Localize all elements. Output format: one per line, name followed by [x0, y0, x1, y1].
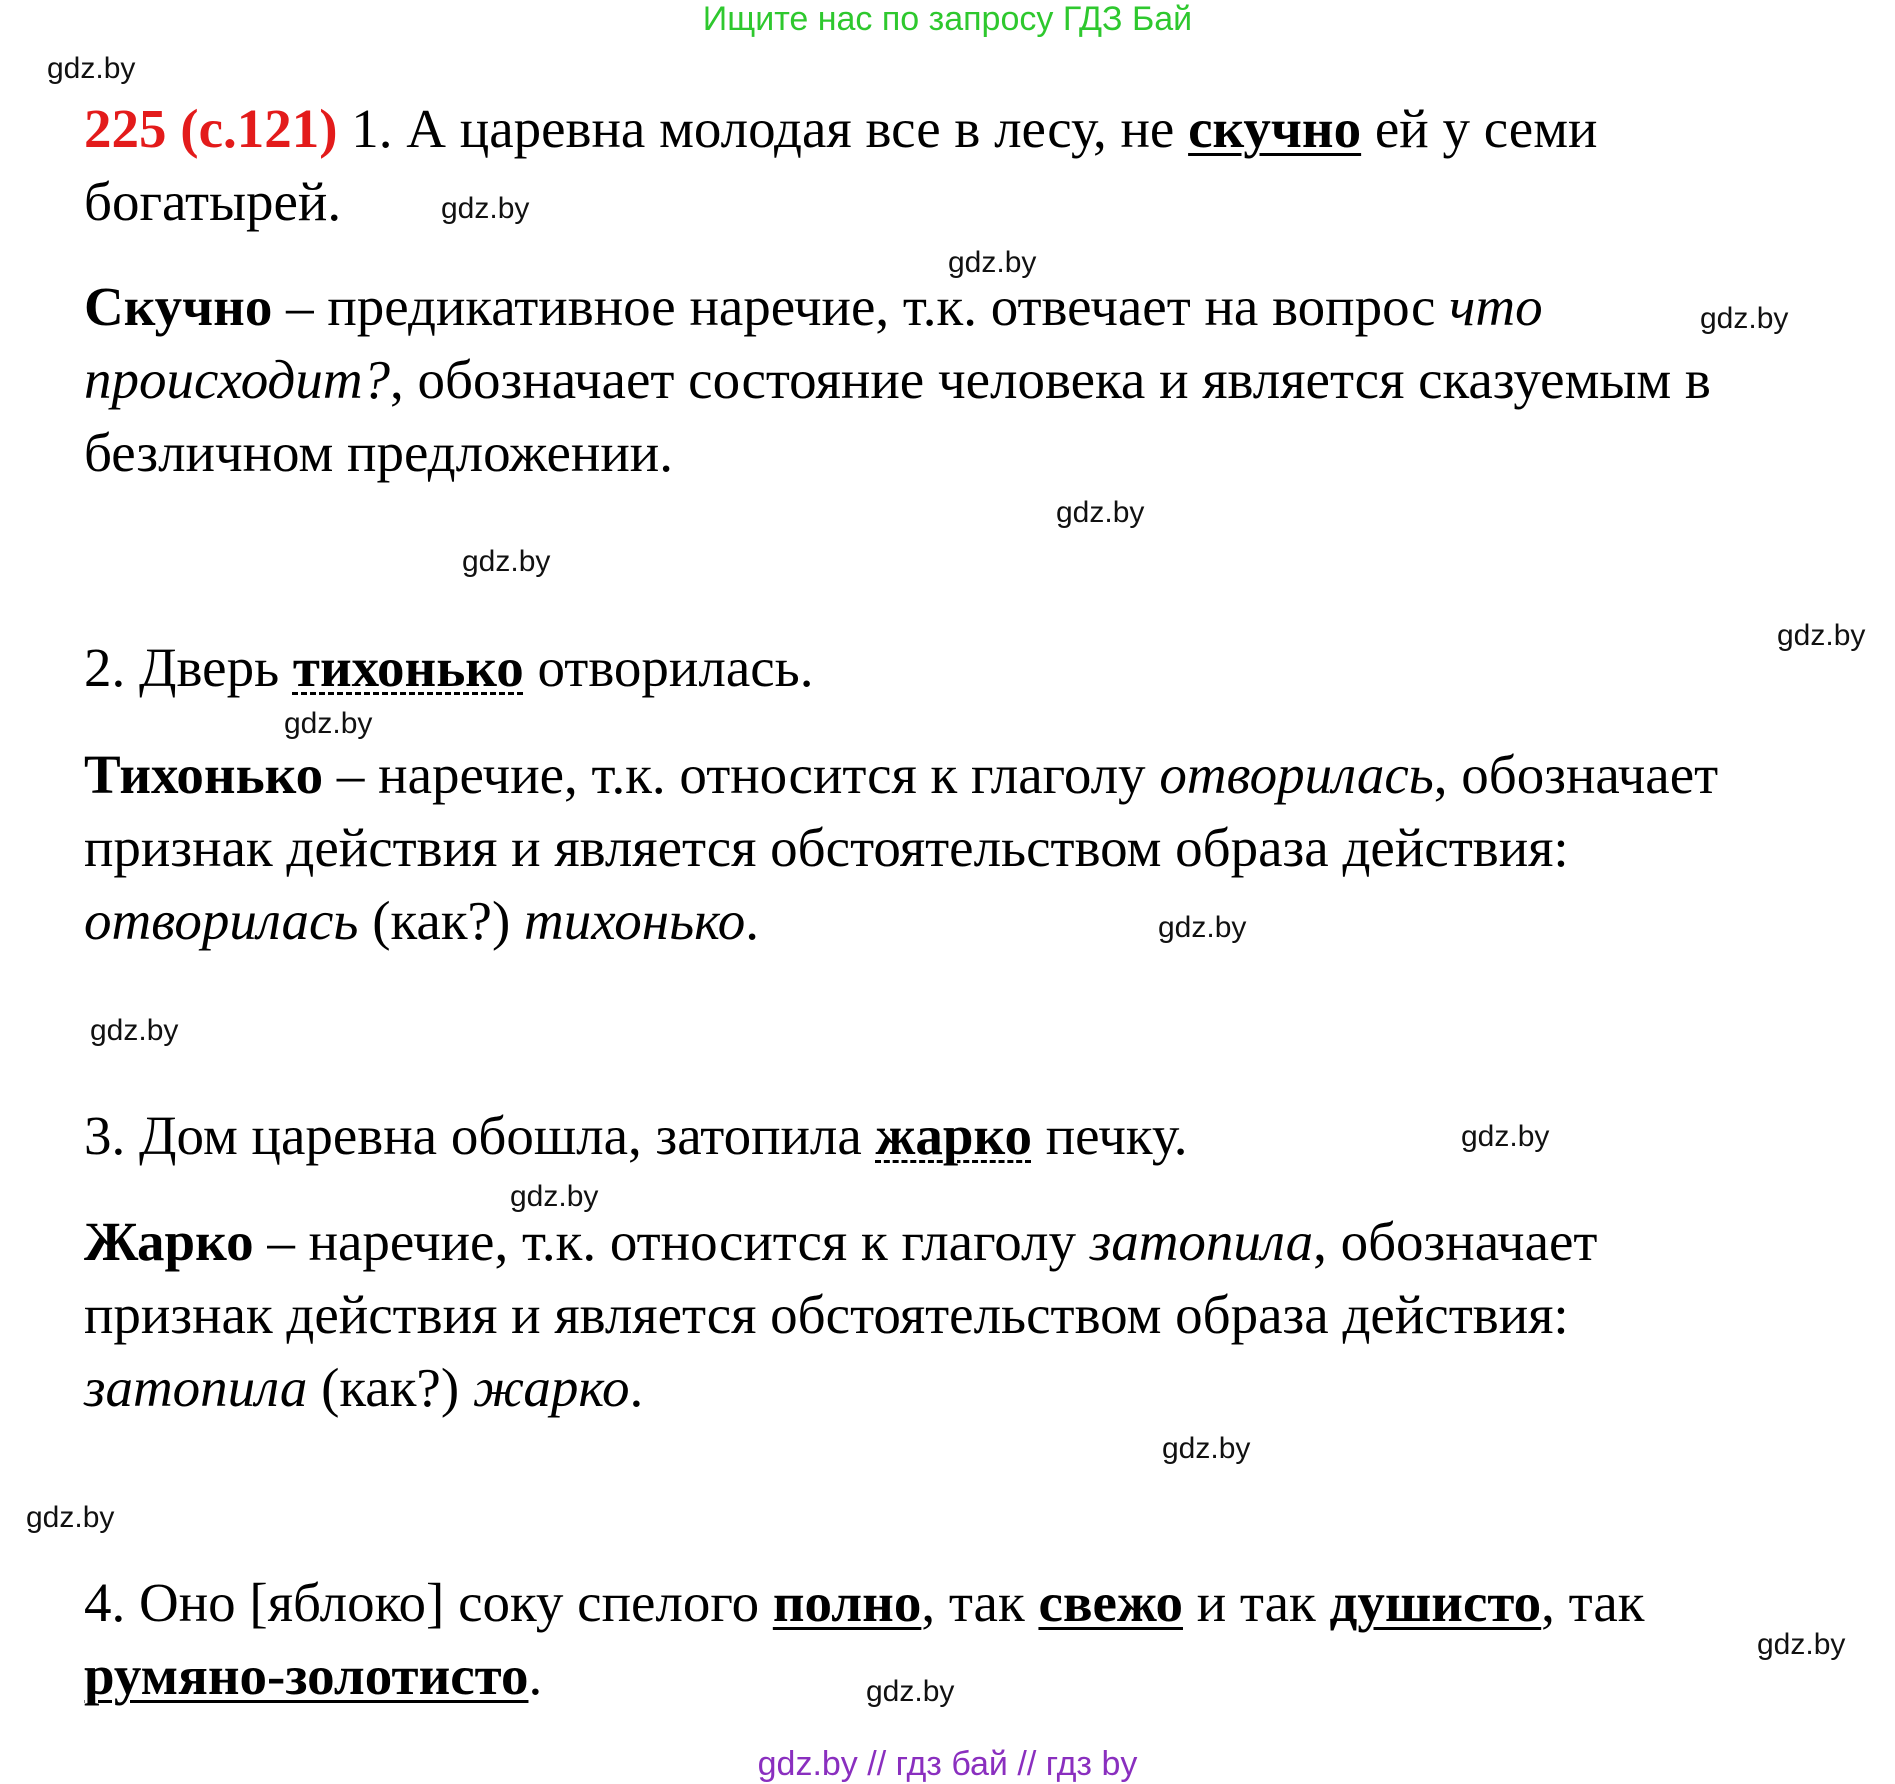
sentence-text: , так — [1541, 1572, 1645, 1633]
explanation-1 — [84, 270, 1711, 489]
explanation-text: признак действия и является обстоятельством образа действия: — [84, 1284, 1569, 1345]
watermark: gdz.by — [47, 52, 136, 85]
sentence-1 — [84, 92, 1597, 238]
explanation-text: – наречие, т.к. относится к глаголу — [323, 744, 1160, 805]
sentence-4 — [84, 1566, 1645, 1712]
adverb-example: жарко — [472, 1357, 630, 1418]
watermark: gdz.by — [462, 545, 551, 578]
explained-word: Жарко — [84, 1211, 254, 1272]
watermark: gdz.by — [1777, 619, 1866, 652]
adverb: румяно-золотисто — [84, 1645, 529, 1706]
watermark: gdz.by — [1158, 911, 1247, 944]
sentence-text: отворилась. — [523, 637, 814, 698]
punctuation: . — [528, 1645, 543, 1706]
verb-text: затопила — [84, 1357, 308, 1418]
adverb-example: тихонько — [524, 890, 746, 951]
watermark: gdz.by — [1162, 1432, 1251, 1465]
watermark: gdz.by — [284, 707, 373, 740]
explanation-text: – предикативное наречие, т.к. отвечает на вопрос — [272, 276, 1450, 337]
exercise-number: 225 (с.121) — [84, 98, 338, 159]
top-banner: Ищите нас по запросу ГДЗ Бай — [702, 0, 1193, 38]
watermark: gdz.by — [1700, 302, 1789, 335]
sentence-3 — [84, 1099, 1188, 1172]
watermark: gdz.by — [1757, 1628, 1846, 1661]
sentence-text: , так — [921, 1572, 1039, 1633]
watermark: gdz.by — [1056, 496, 1145, 529]
sentence-text: печку. — [1031, 1105, 1188, 1166]
verb-text: отворилась — [84, 890, 359, 951]
punctuation: . — [745, 890, 760, 951]
explanation-text: безличном предложении. — [84, 422, 673, 483]
question-text: (как?) — [307, 1357, 473, 1418]
watermark: gdz.by — [26, 1501, 115, 1534]
verb-text: отворилась — [1159, 744, 1434, 805]
explained-word: Тихонько — [84, 744, 324, 805]
explanation-text: – наречие, т.к. относится к глаголу — [253, 1211, 1090, 1272]
adverb: скучно — [1188, 98, 1362, 159]
sentence-2 — [84, 631, 813, 704]
adverb: тихонько — [292, 637, 524, 698]
adverb: жарко — [875, 1105, 1032, 1166]
explanation-3 — [84, 1205, 1597, 1424]
watermark: gdz.by — [866, 1675, 955, 1708]
question-text: происходит? — [84, 349, 391, 410]
sentence-text: 3. Дом царевна обошла, затопила — [84, 1105, 876, 1166]
watermark: gdz.by — [90, 1014, 179, 1047]
watermark: gdz.by — [441, 192, 530, 225]
verb-text: затопила — [1089, 1211, 1314, 1272]
sentence-text: 1. А царевна молодая все в лесу, не — [351, 98, 1189, 159]
sentence-text: ей у семи — [1361, 98, 1598, 159]
watermark: gdz.by — [1461, 1120, 1550, 1153]
explanation-text: , обозначает — [1433, 744, 1719, 805]
sentence-text: 2. Дверь — [84, 637, 293, 698]
sentence-text: и так — [1182, 1572, 1330, 1633]
sentence-text: 4. Оно [яблоко] соку спелого — [84, 1572, 773, 1633]
adverb: полно — [772, 1572, 922, 1633]
watermark: gdz.by — [510, 1180, 599, 1213]
question-text: что — [1449, 276, 1543, 337]
adverb: свежо — [1038, 1572, 1183, 1633]
adverb: душисто — [1329, 1572, 1542, 1633]
question-text: (как?) — [358, 890, 525, 951]
explanation-text: , обозначает состояние человека и является сказуемым в — [390, 349, 1711, 410]
watermark: gdz.by — [948, 246, 1037, 279]
sentence-text: богатырей. — [84, 171, 342, 232]
footer: gdz.by // гдз бай // гдз by — [757, 1745, 1138, 1783]
explanation-text: , обозначает — [1313, 1211, 1598, 1272]
explanation-text: признак действия и является обстоятельством образа действия: — [84, 817, 1569, 878]
explanation-2 — [84, 738, 1718, 957]
punctuation: . — [629, 1357, 644, 1418]
explained-word: Скучно — [84, 276, 273, 337]
